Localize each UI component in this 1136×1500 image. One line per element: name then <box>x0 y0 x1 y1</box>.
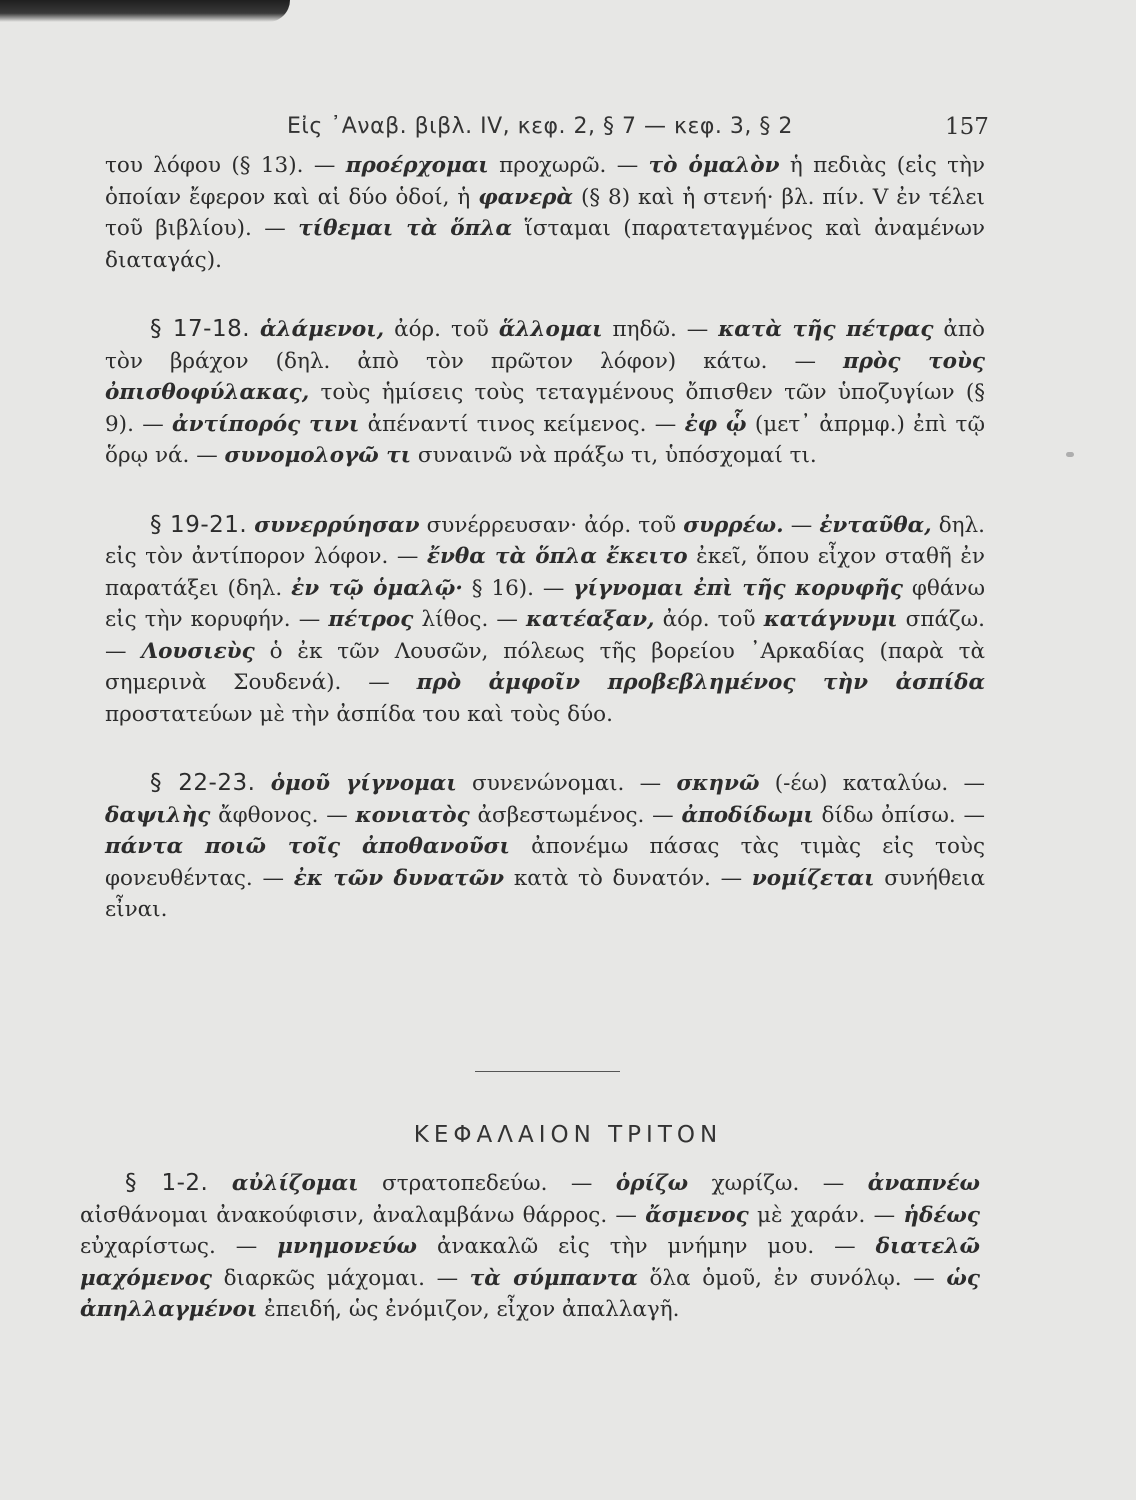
gloss-text: § 16). — <box>462 575 574 601</box>
lemma-term: ἡδέως <box>903 1202 980 1228</box>
scan-speck <box>1066 452 1074 457</box>
lemma-term: τὰ σύμπαντα <box>469 1265 638 1291</box>
commentary-paragraph <box>105 314 985 472</box>
commentary-paragraph <box>105 768 985 926</box>
page-number: 157 <box>945 114 989 140</box>
lemma-term: ἁλάμενοι, <box>260 317 385 342</box>
gloss-text: προστατεύων μὲ τὴν ἀσπίδα του καὶ τοὺς δύο. <box>105 701 613 727</box>
gloss-text: ἀπέναντί τινος κείμενος. — <box>359 411 685 437</box>
lemma-term: ὁμοῦ γίγνομαι <box>270 771 457 796</box>
gloss-text: πηδῶ. — <box>602 317 719 342</box>
lemma-term: αὐλίζομαι <box>231 1171 359 1196</box>
lemma-term: διατελῶ μαχόμενος <box>80 1234 980 1291</box>
lemma-term: ἐφ ᾧ <box>684 411 747 437</box>
commentary-paragraph <box>80 1168 980 1326</box>
gloss-text: στρατοπεδεύω. — <box>358 1171 616 1196</box>
lemma-term: ἐνταῦθα, <box>819 512 932 538</box>
gloss-text: χωρίζω. — <box>688 1171 868 1196</box>
gloss-text: δηλ. εἰς τὸν ἀντίπορον λόφον. — <box>105 512 985 569</box>
lemma-term: προέρχομαι <box>345 153 489 178</box>
gloss-text: συνήθεια εἶναι. <box>105 865 985 922</box>
lemma-term: φανερὰ <box>478 184 574 210</box>
lemma-term: συρρέω. <box>683 512 784 538</box>
lemma-term: τὸ ὁμαλὸν <box>648 153 780 178</box>
gloss-text: διαρκῶς μάχομαι. — <box>211 1265 470 1291</box>
gloss-text: δίδω ὀπίσω. — <box>813 802 985 828</box>
gloss-text: ἀπὸ τὸν βράχον (δηλ. ἀπὸ τὸν πρῶτον λόφον) κάτω. — <box>105 317 985 374</box>
lemma-term: ἐκ τῶν δυνατῶν <box>293 865 505 891</box>
gloss-text: κατὰ τὸ δυνατόν. — <box>504 865 752 891</box>
section-reference: § 22-23. <box>150 770 256 796</box>
lemma-term: νομίζεται <box>751 865 875 891</box>
gloss-text: ἀόρ. τοῦ <box>384 317 499 342</box>
lemma-term: ὁρίζω <box>615 1171 689 1196</box>
lemma-term: μνημονεύω <box>277 1234 417 1259</box>
gloss-text: του λόφου (§ 13). — <box>105 153 346 178</box>
section-reference: § 19-21. <box>150 511 248 538</box>
lemma-term: σκηνῶ <box>676 771 760 796</box>
gloss-text: αἰσθάνομαι ἀνακούφισιν, ἀναλαμβάνω θάρρος. — <box>80 1202 646 1228</box>
lemma-term: δαψιλὴς <box>105 802 211 828</box>
lemma-term: γίγνομαι ἐπὶ τῆς κορυφῆς <box>573 575 903 601</box>
gloss-text: ἀνακαλῶ εἰς τὴν μνήμην μου. — <box>417 1234 876 1259</box>
lemma-term: ἅλλομαι <box>498 317 603 342</box>
gloss-text: εὐχαρίστως. — <box>80 1234 278 1259</box>
gloss-text: συναινῶ νὰ πράξω τι, ὑπόσχομαί τι. <box>411 443 817 468</box>
gloss-text: σπάζω. — <box>105 607 985 664</box>
lemma-term: τίθεμαι τὰ ὅπλα <box>298 216 512 241</box>
lemma-term: συνομολογῶ τι <box>224 443 412 468</box>
lemma-term: κατέαξαν, <box>526 607 655 632</box>
lemma-term: ἐν τῷ ὁμαλῷ· <box>291 575 463 601</box>
running-title: Εἰς ᾿Αναβ. βιβλ. IV, κεφ. 2, § 7 — κεφ. 3, § 2 <box>287 114 793 139</box>
section-divider <box>475 1071 620 1072</box>
gloss-text: μὲ χαράν. — <box>748 1202 904 1228</box>
gloss-text: συνενώνομαι. — <box>456 771 677 796</box>
lemma-term: Λουσιεὺς <box>141 638 255 664</box>
gloss-text: ἐκεῖ, ὅπου εἶχον σταθῆ ἐν παρατάξει (δηλ. <box>105 544 985 601</box>
gloss-text: ἄφθονος. — <box>210 802 356 828</box>
lemma-term: ἀναπνέω <box>867 1171 980 1196</box>
lemma-term: κονιατὸς <box>355 802 470 828</box>
chapter-body <box>80 1168 980 1364</box>
chapter-title: ΚΕΦΑΛΑΙΟΝ ΤΡΙΤΟΝ <box>413 1122 723 1148</box>
lemma-term: ὡς ἀπηλλαγμένοι <box>80 1265 980 1322</box>
lemma-term: ἄσμενος <box>645 1202 749 1228</box>
section-reference: § 1-2. <box>125 1170 209 1196</box>
scan-shadow <box>0 0 290 22</box>
gloss-text: ἀσβεστωμένος. — <box>469 802 682 828</box>
gloss-text: (μετ᾿ ἀπρμφ.) ἐπὶ τῷ ὅρῳ νά. — <box>105 411 985 468</box>
lemma-term: ἔνθα τὰ ὅπλα ἔκειτο <box>426 544 688 569</box>
gloss-text: ὁ ἐκ τῶν Λουσῶν, πόλεως τῆς βορείου ᾿Αρκαδίας (παρὰ τὰ σημερινὰ Σουδενά). — <box>105 638 985 695</box>
gloss-text: συνέρρευσαν· ἀόρ. τοῦ <box>419 512 684 538</box>
commentary-body <box>105 150 985 964</box>
lemma-term: πρὸς τοὺς ὀπισθοφύλακας, <box>105 348 985 405</box>
gloss-text: λίθος. — <box>413 607 527 632</box>
gloss-text: τοὺς ἡμίσεις τοὺς τεταγμένους ὄπισθεν τῶν ὑποζυγίων (§ 9). — <box>105 380 985 437</box>
gloss-text: ἐπειδή, ὡς ἐνόμιζον, εἶχον ἀπαλλαγῆ. <box>257 1297 680 1322</box>
gloss-text: ἡ πεδιὰς (εἰς τὴν ὁποίαν ἔφερον καὶ αἱ δύο ὁδοί, ἡ <box>105 153 986 210</box>
gloss-text: ἀπονέμω πάσας τὰς τιμὰς εἰς τοὺς φονευθέντας. — <box>105 834 986 891</box>
lemma-term: πάντα ποιῶ τοῖς ἀποθανοῦσι <box>105 834 510 859</box>
lemma-term: ἀποδίδωμι <box>681 802 814 828</box>
lemma-term: συνερρύησαν <box>254 512 420 538</box>
gloss-text: (-έω) καταλύω. — <box>759 771 985 796</box>
section-reference: § 17-18. <box>150 316 251 342</box>
gloss-text: ἵσταμαι (παρατεταγμένος καὶ ἀναμένων διαταγάς). <box>105 216 985 273</box>
gloss-text: ὅλα ὁμοῦ, ἐν συνόλῳ. — <box>637 1265 947 1291</box>
commentary-paragraph <box>105 150 985 276</box>
lemma-term: πέτρος <box>328 607 414 632</box>
gloss-text: — <box>783 512 820 538</box>
lemma-term: πρὸ ἀμφοῖν προβεβλημένος τὴν ἀσπίδα <box>416 670 985 695</box>
page-header <box>0 114 1136 148</box>
commentary-paragraph <box>105 510 985 731</box>
gloss-text: φθάνω εἰς τὴν κορυφήν. — <box>105 575 985 632</box>
gloss-text: ἀόρ. τοῦ <box>654 607 764 632</box>
gloss-text: προχωρῶ. — <box>488 153 649 178</box>
lemma-term: κατάγνυμι <box>763 607 898 632</box>
gloss-text: (§ 8) καὶ ἡ στενή· βλ. πίν. V ἐν τέλει τοῦ βιβλίου). — <box>105 184 985 241</box>
lemma-term: ἀντίπορός τινι <box>172 411 360 437</box>
lemma-term: κατὰ τῆς πέτρας <box>718 317 934 342</box>
